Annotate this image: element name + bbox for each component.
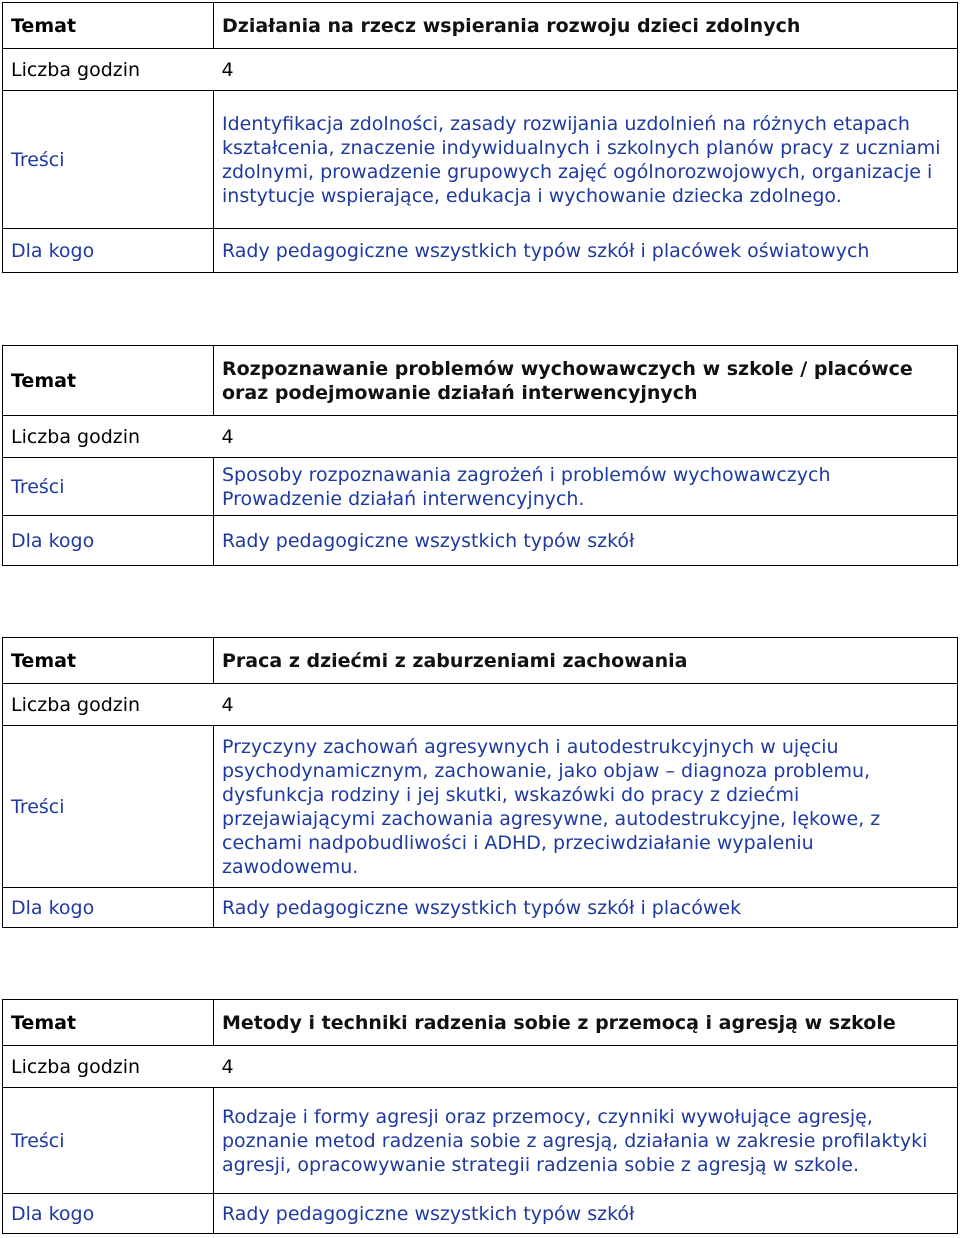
course-table [2,637,958,928]
contents-label: Treści [3,91,214,229]
audience-value: Rady pedagogiczne wszystkich typów szkół i placówek oświatowych [214,229,958,273]
topic-value: Działania na rzecz wspierania rozwoju dzieci zdolnych [214,3,958,49]
hours-label: Liczba godzin [3,1046,214,1088]
hours-label: Liczba godzin [3,49,214,91]
contents-value: Przyczyny zachowań agresywnych i autodestrukcyjnych w ujęciu psychodynamicznym, zachowanie, jako objaw – diagnoza problemu, dysfunkcja rodziny i jej skutki, wskazówki do pracy z dziećmi przejawiającymi zachowania agresywne, autodestrukcyjne, lękowe, z cechami nadpobudliwości i ADHD, przeciwdziałanie wypaleniu zawodowemu. [214,726,958,888]
topic-value: Rozpoznawanie problemów wychowawczych w szkole / placówce oraz podejmowanie działań interwencyjnych [214,346,958,416]
topic-value: Praca z dziećmi z zaburzeniami zachowania [214,638,958,684]
hours-label: Liczba godzin [3,684,214,726]
hours-value: 4 [214,49,958,91]
topic-label: Temat [3,3,214,49]
course-table [2,999,958,1234]
hours-value: 4 [214,1046,958,1088]
course-block-2 [2,345,958,566]
audience-value: Rady pedagogiczne wszystkich typów szkół i placówek [214,888,958,928]
topic-label: Temat [3,638,214,684]
hours-value: 4 [214,416,958,458]
audience-label: Dla kogo [3,1194,214,1234]
contents-value: Identyfikacja zdolności, zasady rozwijania uzdolnień na różnych etapach kształcenia, znaczenie indywidualnych i szkolnych planów pracy z uczniami zdolnymi, prowadzenie grupowych zajęć ogólnorozwojowych, organizacje i instytucje wspierające, edukacja i wychowanie dziecka zdolnego. [214,91,958,229]
course-table [2,2,958,273]
audience-label: Dla kogo [3,516,214,566]
course-table [2,345,958,566]
contents-label: Treści [3,458,214,516]
contents-label: Treści [3,1088,214,1194]
audience-label: Dla kogo [3,229,214,273]
audience-label: Dla kogo [3,888,214,928]
topic-value: Metody i techniki radzenia sobie z przemocą i agresją w szkole [214,1000,958,1046]
course-block-3 [2,637,958,928]
topic-label: Temat [3,1000,214,1046]
contents-value: Sposoby rozpoznawania zagrożeń i problemów wychowawczych Prowadzenie działań interwencyjnych. [214,458,958,516]
contents-value: Rodzaje i formy agresji oraz przemocy, czynniki wywołujące agresję, poznanie metod radzenia sobie z agresją, działania w zakresie profilaktyki agresji, opracowywanie strategii radzenia sobie z agresją w szkole. [214,1088,958,1194]
audience-value: Rady pedagogiczne wszystkich typów szkół [214,1194,958,1234]
course-block-4 [2,999,958,1234]
hours-label: Liczba godzin [3,416,214,458]
course-block-1 [2,2,958,273]
hours-value: 4 [214,684,958,726]
topic-label: Temat [3,346,214,416]
contents-label: Treści [3,726,214,888]
audience-value: Rady pedagogiczne wszystkich typów szkół [214,516,958,566]
